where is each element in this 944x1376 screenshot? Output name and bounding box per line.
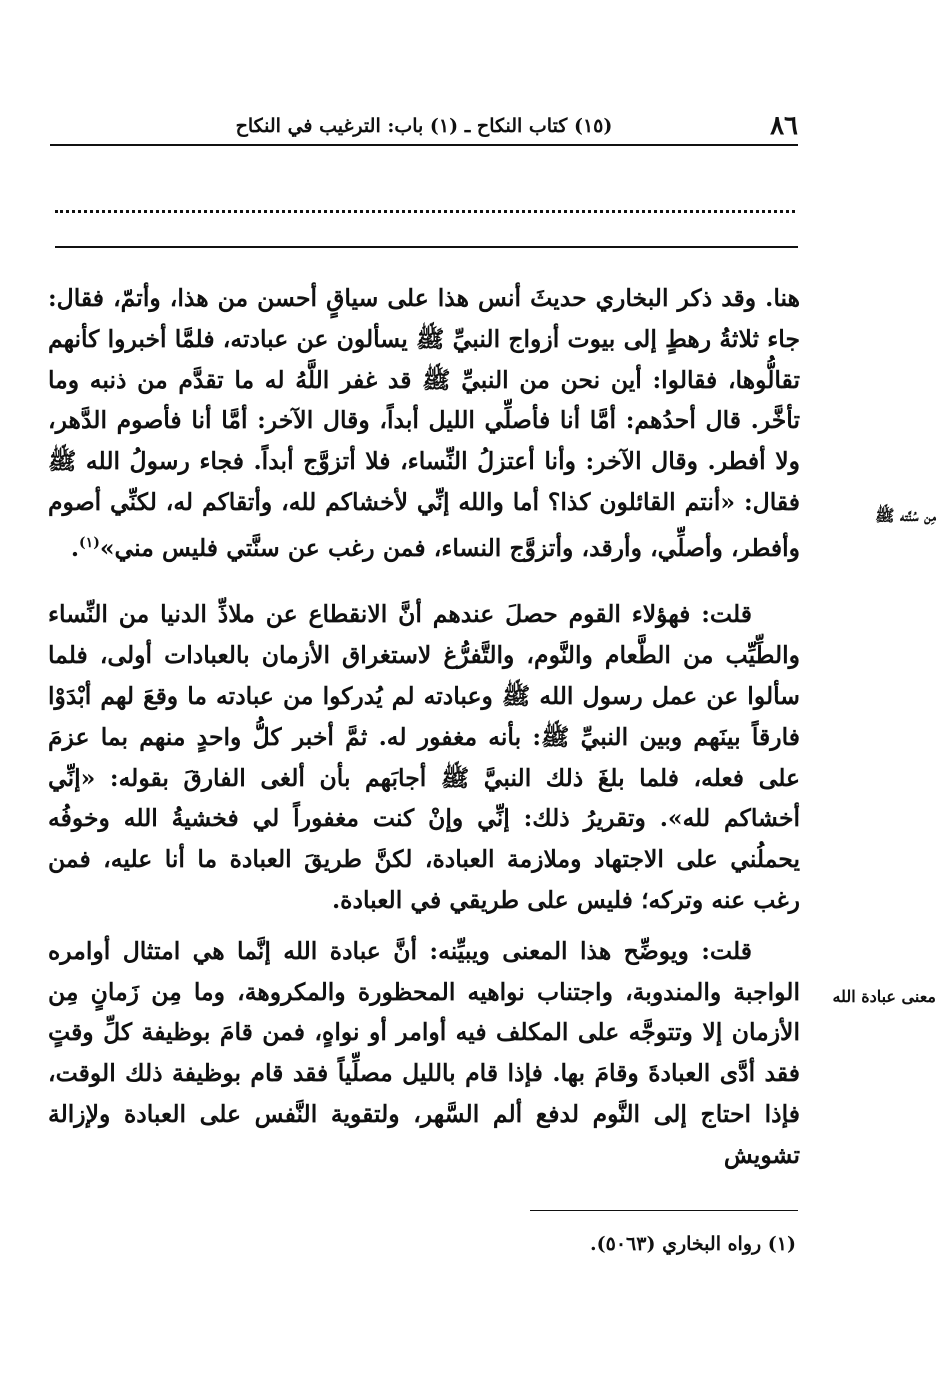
page-header: [50, 108, 798, 146]
footnote-ref: (١): [79, 534, 100, 551]
footnote-rule: [530, 1210, 798, 1211]
margin-note-meaning-of-worship: معنى عبادة الله: [832, 987, 936, 1006]
page-number: ٨٦: [770, 111, 798, 141]
margin-note-sunnah: مِن سُنَّته ﷺ: [875, 506, 936, 525]
paragraph-2: [48, 594, 800, 920]
paragraph-3: [48, 931, 800, 1176]
paragraph-1-end: .: [70, 533, 80, 562]
section-separator: [55, 246, 798, 248]
footnote: (١) رواه البخاري (٥٠٦٣).: [590, 1233, 796, 1255]
paragraph-2-text: قلت: فهؤلاء القوم حصلَ عندهم أنَّ الانقطاع عن ملاذِّ الدنيا من النِّساء والطِّيِّب من الطَّعام والنَّوم، والتَّفرُّغ لاستغراق الأزمان بالعبادات أولى، فلما سألوا عن عمل رسول الله ﷺ وعبادته لم يُدركوا من عبادته ما وقعَ لهم أبْدَوْا فارقاً بينَهم وبين النبيِّ ﷺ: بأنه مغفور له. ثمَّ أخبر كلُّ واحدٍ منهم بما عزمَ على فعله، فلما بلغَ ذلك النبيَّ ﷺ أجابَهم بأن ألغى الفارقَ بقوله: «إنِّي أخشاكم لله». وتقريرُ ذلك: إنِّي وإنْ كنت مغفوراً لي فخشيةُ الله وخوفُه يحملُني على الاجتهاد وملازمة العبادة، لكنَّ طريقَ العبادة ما أنا عليه، فمن رغب عنه وتركه؛ فليس على طريقي في العبادة.: [48, 600, 800, 914]
paragraph-1-text: هنا. وقد ذكر البخاري حديثَ أنس هذا على سياقٍ أحسن من هذا، وأتمّ، فقال: جاء ثلاثةُ رهطٍ إلى بيوت أزواج النبيِّ ﷺ يسألون عن عبادته، فلمَّا أخبروا كأنهم تقالُّوها، فقالوا: أين نحن من النبيِّ ﷺ قد غفر اللَّهُ له ما تقدَّم من ذنبه وما تأخَّر. قال أحدُهم: أمَّا أنا فأصلِّي الليل أبداً، وقال الآخر: أمَّا أنا فأصوم الدَّهر، ولا أفطر. وقال الآخر: وأنا أعتزلُ النِّساء، فلا أتزوَّج أبداً. فجاء رسولُ الله ﷺ فقال: «أنتم القائلون كذا؟ أما والله إنِّي لأخشاكم لله، وأتقاكم له، لكنِّي أصوم وأفطر، وأصلِّي، وأرقد، وأتزوَّج النساء، فمن رغب عن سنَّتي فليس مني»: [48, 284, 800, 562]
body-text: [48, 278, 800, 1176]
running-title: (١٥) كتاب النكاح ـ (١) باب: الترغيب في النكاح: [235, 115, 613, 137]
paragraph-1: [48, 278, 800, 568]
ellipsis-divider: [55, 190, 795, 213]
paragraph-3-text: قلت: ويوضِّح هذا المعنى ويبيِّنه: أنَّ عبادة الله إنَّما هي امتثال أوامره الواجبة والمندوبة، واجتناب نواهيه المحظورة والمكروهة، وما مِن زَمانٍ مِن الأزمان إلا وتتوجَّه على المكلف فيه أوامر أو نواهٍ، فمن قامَ بوظيفة كلِّ وقتٍ فقد أدَّى العبادةَ وقامَ بها. فإذا قام بالليل مصلِّياً فقد قام بوظيفة ذلك الوقت، فإذا احتاج إلى النَّوم لدفع ألم السَّهر، ولتقوية النَّفس على العبادة ولإزالة تشويش: [48, 936, 800, 1169]
